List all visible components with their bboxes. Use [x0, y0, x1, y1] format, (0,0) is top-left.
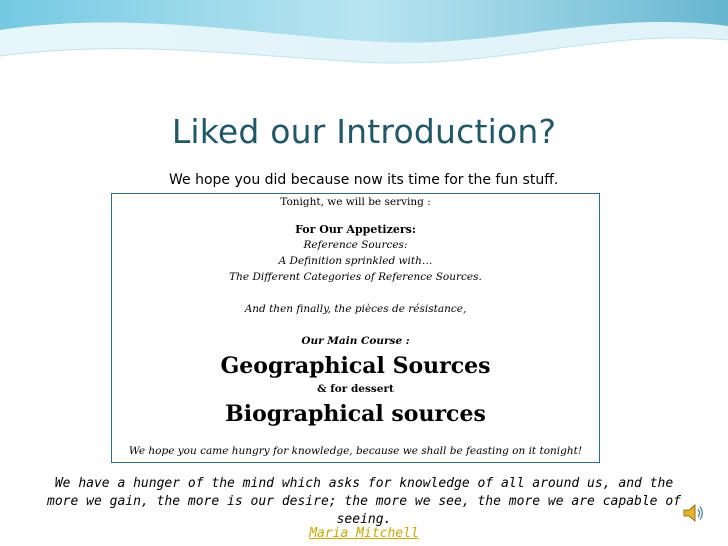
quote-author-link[interactable]: Maria Mitchell: [309, 526, 419, 541]
main-course-heading: Our Main Course :: [301, 335, 410, 347]
appetizers-heading: For Our Appetizers:: [295, 223, 416, 236]
quote-text: We have a hunger of the mind which asks for knowledge of all around us, and the more we gain, the more is our desire; the more we see, the more we are capable of seeing.: [47, 476, 681, 527]
appetizer-item: Reference Sources:: [303, 239, 408, 251]
menu-closing-line: We hope you came hungry for knowledge, because we shall be feasting on it tonight!: [128, 445, 583, 457]
menu-intro: Tonight, we will be serving :: [280, 196, 431, 208]
header-swoosh-decoration: [0, 0, 728, 90]
appetizer-item: A Definition sprinkled with…: [278, 255, 433, 267]
menu-box: [111, 193, 600, 463]
appetizer-item: The Different Categories of Reference Sources.: [229, 271, 482, 283]
slide-title: Liked our Introduction?: [171, 112, 557, 151]
slide-subtitle: We hope you did because now its time for the fun stuff.: [169, 172, 559, 188]
main-course-item: Geographical Sources: [220, 353, 491, 379]
dessert-item: Biographical sources: [225, 401, 486, 427]
dessert-label: & for dessert: [317, 383, 394, 395]
speaker-icon[interactable]: [681, 502, 705, 524]
menu-transition-line: And then finally, the pièces de résistance,: [244, 303, 467, 315]
